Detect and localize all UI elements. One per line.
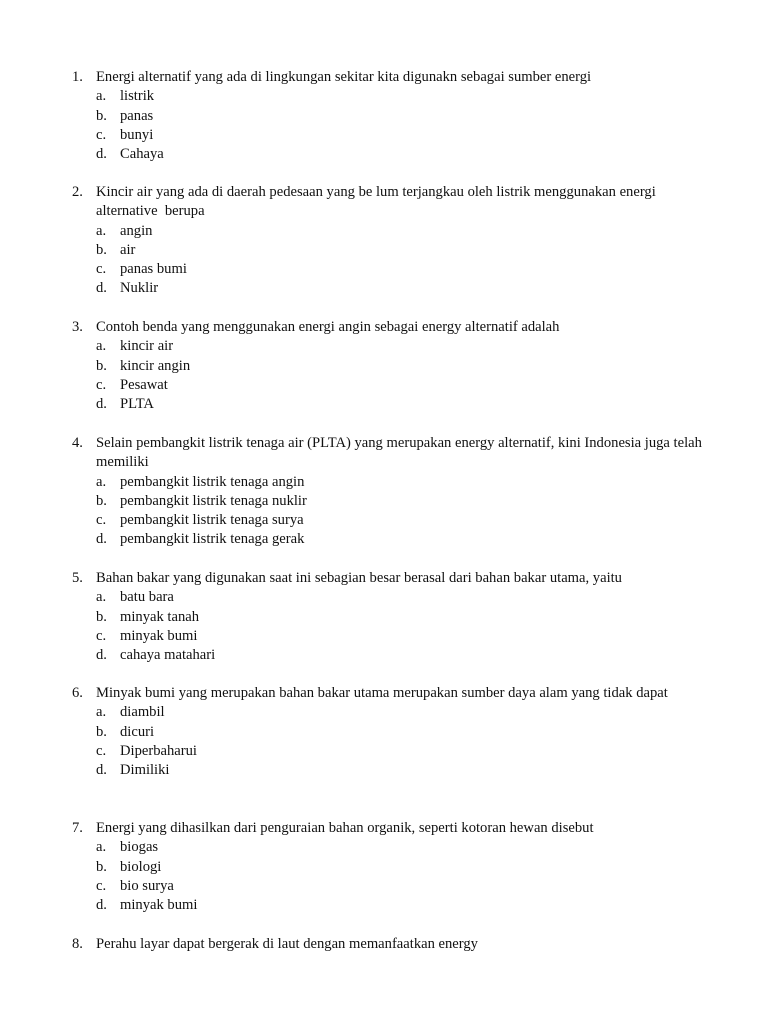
question-stem: [72, 318, 702, 337]
option-letter: d.: [96, 280, 107, 297]
option-text: minyak bumi: [120, 897, 198, 914]
option-item: [72, 742, 702, 761]
option-item: [72, 279, 702, 298]
option-letter: a.: [96, 473, 107, 490]
question-number: 8.: [72, 936, 83, 952]
option-item: [72, 877, 702, 896]
option-letter: d.: [96, 531, 107, 548]
option-item: [72, 376, 702, 395]
option-letter: d.: [96, 897, 107, 914]
option-item: [72, 107, 702, 126]
option-item: [72, 222, 702, 241]
option-letter: b.: [96, 858, 107, 875]
option-item: [72, 145, 702, 164]
option-text: Nuklir: [120, 280, 159, 297]
question-3: [72, 318, 702, 414]
option-letter: a.: [96, 338, 107, 355]
option-text: kincir air: [120, 338, 174, 355]
option-text: angin: [120, 222, 153, 239]
option-item: [72, 530, 702, 549]
question-text: Energi alternatif yang ada di lingkungan sekitar kita digunakn sebagai sumber energi: [96, 69, 592, 85]
option-text: Cahaya: [120, 146, 164, 163]
option-letter: a.: [96, 589, 107, 606]
option-text: kincir angin: [120, 357, 191, 374]
question-6: [72, 684, 702, 780]
option-text: bio surya: [120, 877, 174, 894]
question-1: [72, 68, 702, 164]
option-letter: b.: [96, 723, 107, 740]
question-text: Bahan bakar yang digunakan saat ini sebagian besar berasal dari bahan bakar utama, yaitu: [96, 570, 622, 586]
option-text: biologi: [120, 858, 162, 875]
option-letter: b.: [96, 492, 107, 509]
question-text: Kincir air yang ada di daerah pedesaan yang be lum terjangkau oleh listrik menggunakan energi alternative berupa: [96, 184, 660, 220]
question-number: 5.: [72, 570, 83, 586]
option-letter: d.: [96, 146, 107, 163]
option-text: biogas: [120, 839, 159, 856]
option-item: [72, 588, 702, 607]
option-letter: b.: [96, 357, 107, 374]
option-letter: c.: [96, 877, 107, 894]
question-text: Perahu layar dapat bergerak di laut dengan memanfaatkan energy: [96, 936, 478, 952]
option-letter: c.: [96, 376, 107, 393]
option-letter: a.: [96, 704, 107, 721]
option-item: [72, 337, 702, 356]
option-text: dicuri: [120, 723, 155, 740]
option-item: [72, 395, 702, 414]
option-letter: d.: [96, 762, 107, 779]
question-7: [72, 819, 702, 915]
option-item: [72, 126, 702, 145]
option-item: [72, 627, 702, 646]
option-letter: c.: [96, 126, 107, 143]
question-stem: [72, 684, 702, 703]
option-letter: b.: [96, 241, 107, 258]
option-letter: b.: [96, 107, 107, 124]
option-text: pembangkit listrik tenaga angin: [120, 473, 305, 490]
option-text: pembangkit listrik tenaga surya: [120, 512, 304, 529]
option-item: [72, 723, 702, 742]
option-text: panas bumi: [120, 261, 187, 278]
option-item: [72, 858, 702, 877]
option-item: [72, 357, 702, 376]
option-letter: c.: [96, 627, 107, 644]
option-letter: a.: [96, 222, 107, 239]
question-stem: [72, 569, 702, 588]
question-text: Energi yang dihasilkan dari penguraian bahan organik, seperti kotoran hewan disebut: [96, 820, 594, 836]
question-4: [72, 434, 706, 550]
option-text: PLTA: [120, 396, 154, 413]
option-item: [72, 608, 702, 627]
option-text: panas: [120, 107, 154, 124]
option-text: batu bara: [120, 589, 174, 606]
option-letter: d.: [96, 647, 107, 664]
option-text: pembangkit listrik tenaga nuklir: [120, 492, 307, 509]
option-text: bunyi: [120, 126, 154, 143]
option-letter: a.: [96, 839, 107, 856]
option-text: pembangkit listrik tenaga gerak: [120, 531, 305, 548]
question-number: 7.: [72, 820, 83, 836]
option-letter: c.: [96, 261, 107, 278]
option-letter: b.: [96, 608, 107, 625]
option-item: [72, 87, 702, 106]
question-stem: [72, 183, 702, 222]
question-text: Minyak bumi yang merupakan bahan bakar utama merupakan sumber daya alam yang tidak dapat: [96, 685, 668, 701]
option-item: [72, 260, 702, 279]
question-8: [72, 935, 702, 954]
option-letter: a.: [96, 88, 107, 105]
option-item: [72, 703, 702, 722]
question-text: Contoh benda yang menggunakan energi angin sebagai energy alternatif adalah: [96, 319, 560, 335]
option-item: [72, 838, 702, 857]
question-5: [72, 569, 702, 665]
question-number: 4.: [72, 435, 83, 451]
option-item: [72, 473, 702, 492]
option-text: diambil: [120, 704, 165, 721]
option-text: Pesawat: [120, 376, 168, 393]
option-text: listrik: [120, 88, 155, 105]
option-text: cahaya matahari: [120, 647, 216, 664]
question-text: Selain pembangkit listrik tenaga air (PLTA) yang merupakan energy alternatif, kini Indonesia juga telah memiliki: [96, 435, 706, 471]
question-stem: [72, 68, 702, 87]
question-stem: [72, 434, 706, 473]
question-number: 3.: [72, 319, 83, 335]
question-number: 1.: [72, 69, 83, 85]
option-text: Diperbaharui: [120, 742, 197, 759]
option-letter: c.: [96, 742, 107, 759]
question-stem: [72, 935, 702, 954]
option-text: air: [120, 241, 136, 258]
option-letter: c.: [96, 512, 107, 529]
option-item: [72, 492, 702, 511]
option-item: [72, 511, 702, 530]
option-item: [72, 646, 702, 665]
question-2: [72, 183, 702, 299]
question-stem: [72, 819, 702, 838]
option-item: [72, 896, 702, 915]
option-item: [72, 241, 702, 260]
question-number: 6.: [72, 685, 83, 701]
option-letter: d.: [96, 396, 107, 413]
question-number: 2.: [72, 184, 83, 200]
option-text: minyak tanah: [120, 608, 200, 625]
option-text: minyak bumi: [120, 627, 198, 644]
option-item: [72, 761, 702, 780]
option-text: Dimiliki: [120, 762, 170, 779]
